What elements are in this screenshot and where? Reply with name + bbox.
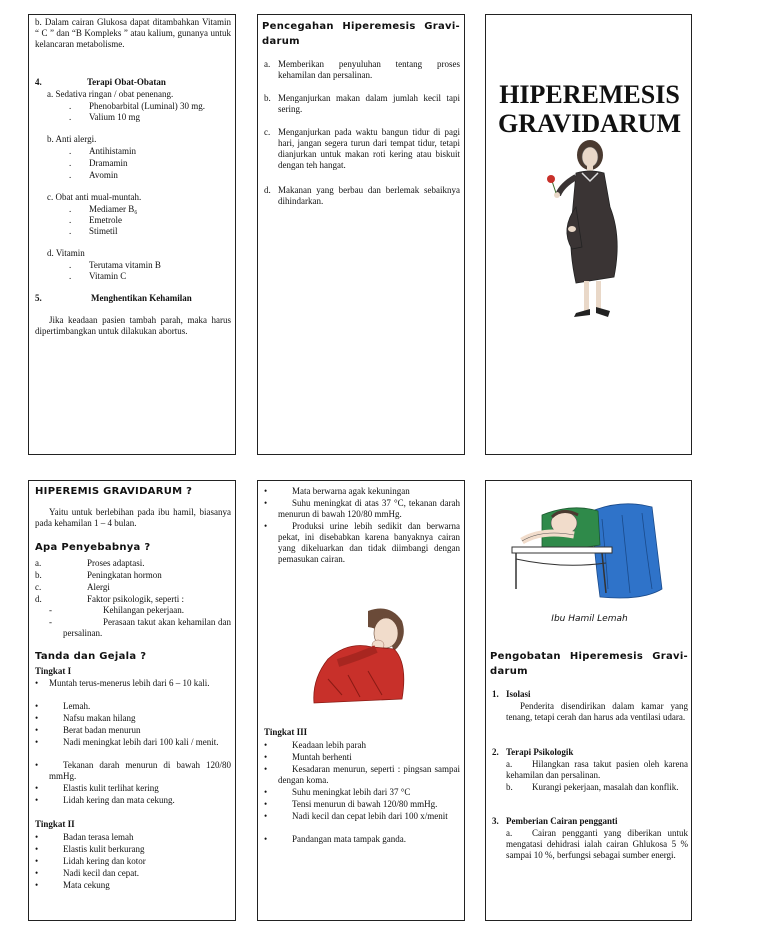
prevention-a-text: Memberikan penyuluhan tentang proses kehamilan dan persalinan. — [278, 59, 460, 80]
bullet: • — [264, 764, 268, 774]
bullet: • — [264, 834, 268, 844]
drug-item: Mediamer B₆ — [89, 204, 138, 214]
level-3-item: Nadi kecil dan cepat lebih dari 100 x/menit — [292, 811, 448, 821]
level-3-item: Tensi menurun di bawah 120/80 mmHg. — [292, 799, 438, 809]
level-3-item: Kesadaran menurun, seperti : pingsan sampai dengan koma. — [278, 764, 460, 785]
prevention-b-text: Menganjurkan makan dalam jumlah kecil tapi sering. — [278, 93, 460, 114]
prevention-title: Pencegahan Hiperemesis Gravi-darum — [262, 21, 460, 47]
section-5-title: Menghentikan Kehamilan — [91, 293, 192, 303]
bullet: • — [264, 498, 268, 508]
treatment-1-title: Isolasi — [506, 689, 531, 699]
bullet-dot: . — [69, 271, 72, 281]
cause-label: c. — [35, 582, 42, 592]
bullet: • — [264, 740, 268, 750]
cause-item: Faktor psikologik, seperti : — [87, 594, 184, 604]
b-item-text: b. Dalam cairan Glukosa dapat ditambahkan Vitamin “ C ” dan “B Kompleks ” atau kalium, gunanya untuk kelancaran metabolisme. — [35, 17, 231, 49]
treatment-3-title: Pemberian Cairan pengganti — [506, 816, 618, 826]
treatment-3-number: 3. — [492, 816, 499, 826]
definition-title: HIPEREMIS GRAVIDARUM ? — [35, 486, 193, 497]
cause-label: d. — [35, 594, 42, 604]
bullet: • — [264, 521, 268, 531]
bullet-dot: . — [69, 226, 72, 236]
cause-item: Alergi — [87, 582, 110, 592]
bullet: • — [264, 752, 268, 762]
bullet: • — [264, 799, 268, 809]
panel-prevention — [257, 14, 465, 455]
prevention-d-label: d. — [264, 185, 271, 195]
drug-item: Dramamin — [89, 158, 128, 168]
level-2-item: Badan terasa lemah — [63, 832, 134, 842]
sick-woman-illustration — [298, 599, 428, 709]
bullet: • — [264, 486, 268, 496]
bullet-dot: . — [69, 170, 72, 180]
panel-symptoms-continued — [257, 480, 465, 921]
treatment-3a-text: Cairan pengganti yang diberikan untuk mengatasi dehidrasi ialah cairan Ghlukosa 5 % sampai 10 %, berfungsi sebagai sumber energi. — [506, 828, 688, 860]
cover-title-line2: GRAVIDARUM — [498, 109, 681, 138]
bullet: • — [35, 844, 39, 854]
cause-item: Proses adaptasi. — [87, 558, 145, 568]
definition-text: Yaitu untuk berlebihan pada ibu hamil, biasanya pada kehamilan 1 – 4 bulan. — [35, 507, 231, 528]
level-3-item: Keadaan lebih parah — [292, 740, 366, 750]
bullet-dot: . — [69, 112, 72, 122]
section-5-number: 5. — [35, 293, 42, 303]
panel-cover — [485, 14, 692, 455]
treatment-2-title: Terapi Psikologik — [506, 747, 574, 757]
bullet-dot: . — [69, 215, 72, 225]
cover-title-line1: HIPEREMESIS — [499, 80, 680, 109]
bullet: • — [35, 880, 39, 890]
treatment-2a-label: a. — [506, 759, 513, 769]
level-3-item: Muntah berhenti — [292, 752, 352, 762]
prevention-d-text: Makanan yang berbau dan berlemak sebaiknya dihindarkan. — [278, 185, 460, 206]
level-2-item: Nadi kecil dan cepat. — [63, 868, 139, 878]
bullet-dot: . — [69, 158, 72, 168]
level-1-item: Elastis kulit terlihat kering — [63, 783, 159, 793]
bullet-dot: . — [69, 260, 72, 270]
bullet: • — [35, 760, 39, 770]
drug-item: Emetrole — [89, 215, 122, 225]
level-2-item: Lidah kering dan kotor — [63, 856, 146, 866]
level-3-item: Suhu meningkat lebih dari 37 °C — [292, 787, 411, 797]
treatment-1-text: Penderita disendirikan dalam kamar yang tenang, tetapi cerah dan harus ada ventilasi udara. — [506, 701, 688, 722]
treatment-2-number: 2. — [492, 747, 499, 757]
cause-label: b. — [35, 570, 42, 580]
level-1-item: Lidah kering dan mata cekung. — [63, 795, 175, 805]
bullet-dot: . — [69, 146, 72, 156]
bullet: • — [35, 737, 39, 747]
level-3-item: Pandangan mata tampak ganda. — [292, 834, 406, 844]
prevention-c-text: Menganjurkan pada waktu bangun tidur di pagi hari, jangan segera turun dari tempat tidur, tetapi dianjurkan untuk makan roti kering atau biskuit dengan teh hangat. — [278, 127, 460, 170]
bullet: • — [35, 856, 39, 866]
bullet: • — [35, 725, 39, 735]
bullet: • — [264, 811, 268, 821]
drug-item: Terutama vitamin B — [89, 260, 161, 270]
panel-definition-symptoms — [28, 480, 236, 921]
symptom-item: Suhu meningkat di atas 37 °C, tekanan darah menurun di bawah 120/80 mmHg. — [278, 498, 460, 519]
panel-therapy-drugs — [28, 14, 236, 455]
level-3-title: Tingkat III — [264, 727, 308, 737]
level-1-item: Nadi meningkat lebih dari 100 kali / menit. — [63, 737, 219, 747]
treatment-2b-text: Kurangi pekerjaan, masalah dan konflik. — [532, 782, 679, 792]
drug-group-b-label: b. Anti alergi. — [47, 134, 97, 144]
bullet-dot: . — [69, 101, 72, 111]
bullet-dot: . — [69, 204, 72, 214]
symptoms-title: Tanda dan Gejala ? — [35, 651, 147, 662]
bullet: • — [35, 868, 39, 878]
drug-group-d-label: d. Vitamin — [47, 248, 85, 258]
level-2-item: Mata cekung — [63, 880, 110, 890]
illustration-caption: Ibu Hamil Lemah — [551, 614, 628, 624]
level-2-item: Elastis kulit berkurang — [63, 844, 145, 854]
prevention-c-label: c. — [264, 127, 271, 137]
level-1-item: Muntah terus-menerus lebih dari 6 – 10 kali. — [49, 678, 210, 688]
drug-item: Valium 10 mg — [89, 112, 140, 122]
symptom-item: Mata berwarna agak kekuningan — [292, 486, 410, 496]
drug-item: Stimetil — [89, 226, 118, 236]
level-1-item: Nafsu makan hilang — [63, 713, 136, 723]
level-1-item: Berat badan menurun — [63, 725, 141, 735]
section-5-text: Jika keadaan pasien tambah parah, maka harus dipertimbangkan untuk dilakukan abortus. — [35, 315, 231, 336]
level-1-item: Lemah. — [63, 701, 91, 711]
cause-label: a. — [35, 558, 42, 568]
bullet: • — [35, 713, 39, 723]
pregnant-woman-illustration — [538, 137, 638, 323]
treatment-3a-label: a. — [506, 828, 513, 838]
dash-marker: - — [49, 605, 52, 615]
drug-item: Phenobarbital (Luminal) 30 mg. — [89, 101, 205, 111]
dash-marker: - — [49, 617, 52, 627]
bullet: • — [264, 787, 268, 797]
level-1-title: Tingkat I — [35, 666, 72, 676]
cause-title: Apa Penyebabnya ? — [35, 542, 151, 553]
level-1-item: Tekanan darah menurun di bawah 120/80 mmHg. — [49, 760, 231, 781]
drug-item: Avomin — [89, 170, 118, 180]
section-4-title: Terapi Obat-Obatan — [87, 77, 166, 87]
drug-group-a-label: a. Sedativa ringan / obat penenang. — [47, 89, 174, 99]
treatment-1-number: 1. — [492, 689, 499, 699]
drug-item: Vitamin C — [89, 271, 127, 281]
prevention-b-label: b. — [264, 93, 271, 103]
drug-group-c-label: c. Obat anti mual-muntah. — [47, 192, 142, 202]
treatment-2a-text: Hilangkan rasa takut pasien oleh karena kehamilan dan persalinan. — [506, 759, 688, 780]
treatment-2b-label: b. — [506, 782, 513, 792]
bullet: • — [35, 701, 39, 711]
cause-item: Peningkatan hormon — [87, 570, 162, 580]
section-4-number: 4. — [35, 77, 42, 87]
bullet: • — [35, 832, 39, 842]
treatment-title: Pengobatan Hiperemesis Gravi-darum — [490, 651, 688, 677]
sub-cause-item: Perasaan takut akan kehamilan dan persalinan. — [63, 617, 231, 638]
level-2-title: Tingkat II — [35, 819, 75, 829]
woman-in-bed-illustration — [502, 489, 672, 607]
drug-item: Antihistamin — [89, 146, 136, 156]
symptom-item: Produksi urine lebih sedikit dan berwarna pekat, ini disebabkan karena banyaknya cairan yang dikeluarkan dan tidak diimbangi dengan pemasukan cairan. — [278, 521, 460, 564]
bullet: • — [35, 795, 39, 805]
bullet: • — [35, 783, 39, 793]
panel-treatment — [485, 480, 692, 921]
bullet: • — [35, 678, 39, 688]
prevention-a-label: a. — [264, 59, 271, 69]
sub-cause-item: Kehilangan pekerjaan. — [103, 605, 184, 615]
